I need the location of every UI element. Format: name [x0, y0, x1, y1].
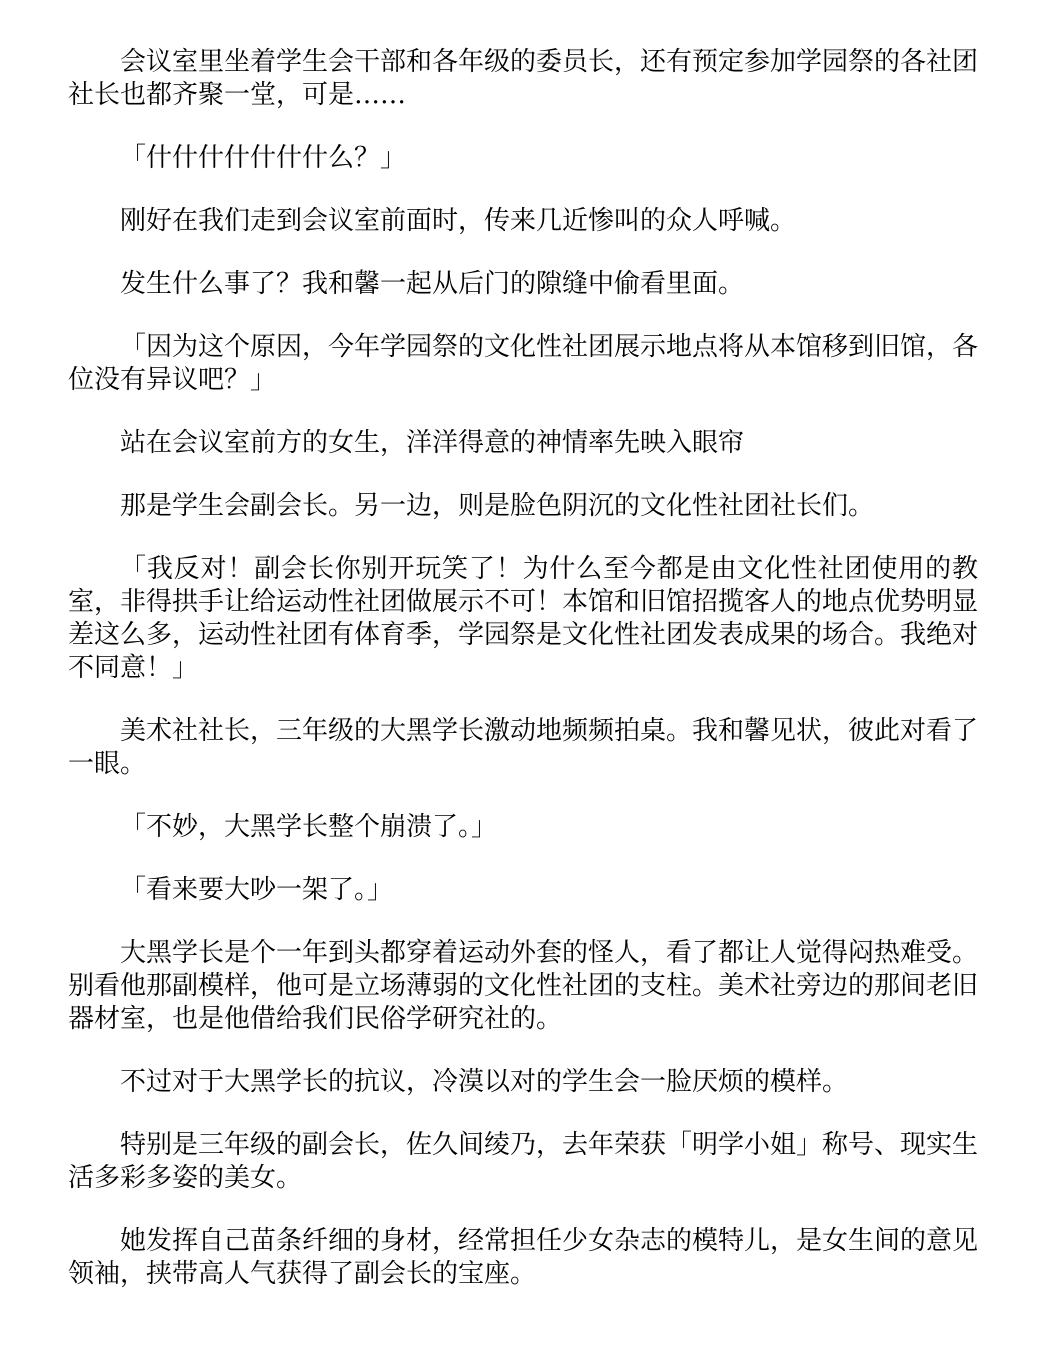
paragraph-6: 站在会议室前方的女生，洋洋得意的神情率先映入眼帘 — [120, 428, 745, 458]
paragraph-9: 美术社社长，三年级的大黑学长激动地频频拍桌。我和馨见状，彼此对看了一眼。 — [68, 716, 979, 779]
paragraph-12: 大黑学长是个一年到头都穿着运动外套的怪人，看了都让人觉得闷热难受。别看他那副模样，他可是立场薄弱的文化性社团的支柱。美术社旁边的那间老旧器材室，也是他借给我们民俗学研究社的。 — [68, 938, 979, 1034]
paragraph-8: 「我反对！副会长你别开玩笑了！为什么至今都是由文化性社团使用的教室，非得拱手让给运动性社团做展示不可！本馆和旧馆招揽客人的地点优势明显差这么多，运动性社团有体育季，学园祭是文化性社团发表成果的场合。我绝对不同意！」 — [68, 554, 979, 683]
paragraph-11: 「看来要大吵一架了。」 — [120, 875, 394, 905]
paragraph-2: 「什什什什什什什么？」 — [120, 143, 407, 173]
paragraph-5: 「因为这个原因，今年学园祭的文化性社团展示地点将从本馆移到旧馆，各位没有异议吧？」 — [68, 332, 979, 395]
paragraph-1: 会议室里坐着学生会干部和各年级的委员长，还有预定参加学园祭的各社团社长也都齐聚一堂，可是…… — [68, 47, 979, 110]
paragraph-10: 「不妙，大黑学长整个崩溃了。」 — [120, 812, 498, 842]
paragraph-13: 不过对于大黑学长的抗议，冷漠以对的学生会一脸厌烦的模样。 — [120, 1067, 849, 1097]
paragraph-14: 特别是三年级的副会长，佐久间绫乃，去年荣获「明学小姐」称号、现实生活多彩多姿的美女。 — [68, 1130, 979, 1193]
body-text — [68, 46, 978, 1321]
paragraph-15: 她发挥自己苗条纤细的身材，经常担任少女杂志的模特儿，是女生间的意见领袖，挟带高人气获得了副会长的宝座。 — [68, 1226, 979, 1289]
paragraph-4: 发生什么事了？我和馨一起从后门的隙缝中偷看里面。 — [120, 269, 745, 299]
paragraph-7: 那是学生会副会长。另一边，则是脸色阴沉的文化性社团社长们。 — [120, 491, 875, 521]
paragraph-3: 刚好在我们走到会议室前面时，传来几近惨叫的众人呼喊。 — [120, 206, 797, 236]
